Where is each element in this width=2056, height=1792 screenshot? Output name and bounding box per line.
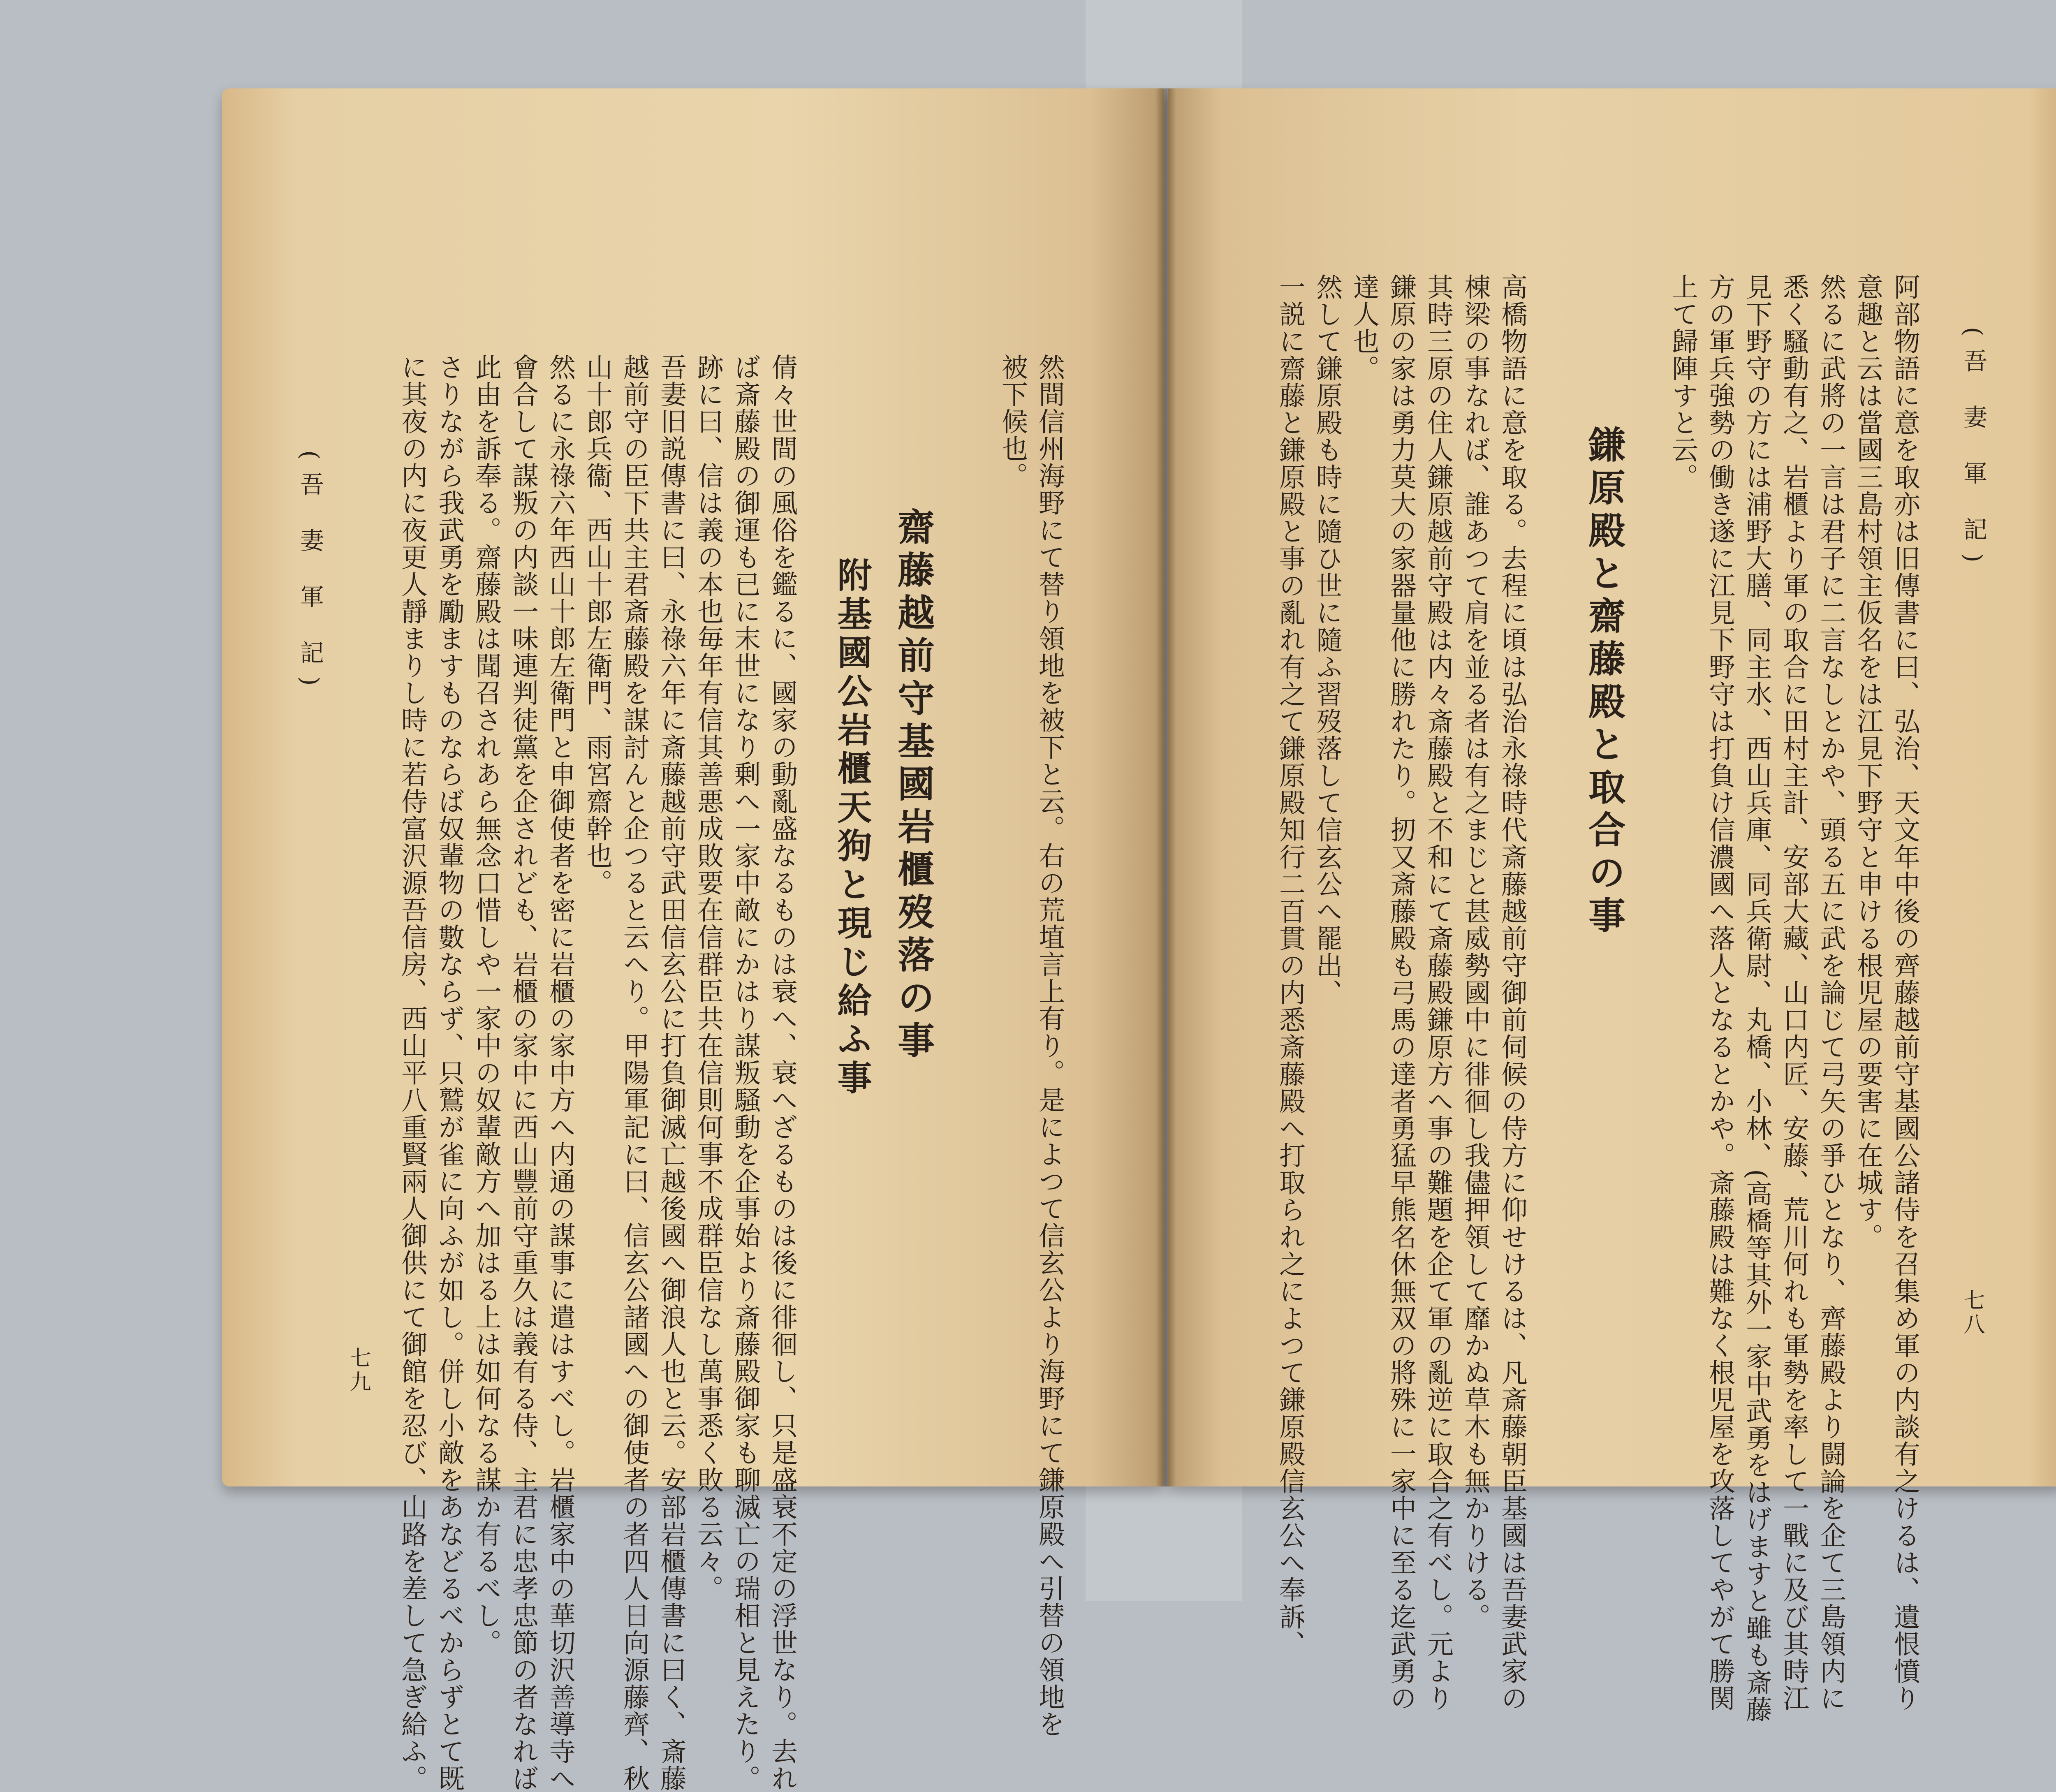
left-line-before-1: 然間信州海野にて替り領地を被下と云。右の荒埴言上有り。是によつて信玄公より海野にて鎌原殿へ引替の領地を [1034,354,1065,1738]
right-page-number: 七八 [1960,1289,1984,1337]
left-line-9: 此由を訴奉る。齋藤殿は聞召されあら無念口惜しや一家中の奴輩敵方へ加はる上は如何なる謀か有るべし。 [471,354,501,1656]
right-line-7: 一説に齋藤と鎌原殿と事の亂れ有之て鎌原殿知行二百貫の内悉斎藤殿へ打取られ之によつて鎌原殿信玄公へ奉訴、 [1275,273,1305,1658]
left-line-before-2: 被下候也。 [997,354,1028,489]
left-line-10: さりながら我武勇を勵ますものならば奴輩物の數ならず、只鷲が雀に向ふが如し。併し小敵をあなどるべからずとて既 [434,354,464,1792]
left-line-11: に其夜の内に夜更人靜まりし時に若侍富沢源吾信房、西山平八重賢兩人御供にて御館を忍び、山路を差して急ぎ給ふ。 [397,354,427,1792]
right-line-before-1: 阿部物語に意を取亦は旧傳書に曰、弘治、天文年中後の齊藤越前守基國公諸侍を召集め軍の内談有之けるは、遺恨憤り [1889,273,1920,1712]
right-running-header: (吾 妻 軍 記) [1959,327,1987,575]
left-line-3: 跡に曰、信は義の本也毎年有信其善悪成敗要在信群臣共在信則何事不成群臣信なし萬事悉く敗る云々。 [693,354,723,1602]
right-line-before-5: 見下野守の方には浦野大膳、同主水、西山兵庫、同兵衛尉、丸橋、小林、(高橋等其外一家中武勇をはげますと雖も斎藤 [1741,273,1772,1723]
left-line-2: ば斎藤殿の御運も已に末世になり剰へ一家中敵にかはり謀叛騒動を企事始より斎藤殿御家も聊滅亡の瑞相と見えたり。 [730,354,760,1792]
left-line-6: 山十郎兵衞、西山十郎左衛門、雨宮齋幹也。 [582,354,612,896]
right-line-before-2: 意趣と云は當國三島村領主仮名をは江見下野守と申ける根児屋の要害に在城す。 [1852,273,1883,1250]
left-running-header: (吾 妻 軍 記) [296,450,324,698]
left-page [222,88,1164,1792]
left-line-5: 越前守の臣下共主君斎藤殿を謀討んと企つると云へり。甲陽軍記に曰、信玄公諸國への御使者の者四人日向源藤齊、秋 [619,354,649,1792]
left-sub-heading: 附基國公岩櫃天狗と現じ給ふ事 [832,557,873,1098]
left-line-1: 倩々世間の風俗を鑑るに、國家の動亂盛なるものは衰へ、衰へざるものは後に徘徊し、只是盛衰不定の浮世なり。去れ [767,354,797,1792]
right-line-1: 高橋物語に意を取る。去程に頃は弘治永祿時代斎藤越前守御前伺候の侍方に仰せけるは、凡斎藤朝臣基國は吾妻武家の [1497,273,1527,1712]
right-line-6: 然して鎌原殿も時に隨ひ世に隨ふ習歿落して信玄公へ罷出、 [1312,273,1342,1006]
right-line-4: 鎌原の家は勇力莫大の家器量他に勝れたり。扨又斎藤殿も弓馬の達者勇猛早熊名休無双の將殊に一家中に至る迄武勇の [1386,273,1416,1712]
right-line-before-6: 方の軍兵強勢の働き遂に江見下野守は打負け信濃國へ落人となるとかや。斎藤殿は難なく根児屋を攻落してやがて勝関 [1704,273,1735,1712]
right-line-before-4: 悉く騷動有之、岩櫃より軍の取合に田村主計、安部大藏、山口内匠、安藤、荒川何れも軍勢を率して一戰に及び其時江 [1778,273,1809,1712]
right-line-3: 其時三原の住人鎌原越前守殿は内々斎藤殿と不和にて斎藤殿鎌原方へ事の難題を企て軍の亂逆に取合之有べし。元より [1423,273,1453,1712]
right-heading: 鎌原殿と齋藤殿と取合の事 [1582,426,1625,939]
left-heading: 齋藤越前守基國岩櫃歿落の事 [891,508,935,1064]
right-line-5: 達人也。 [1349,273,1379,382]
right-line-2: 棟梁の事なれば、誰あつて肩を並る者は有之まじと甚威勢國中に徘徊し我儘押領して靡かぬ草木も無かりける。 [1460,273,1490,1630]
open-book [222,88,2056,1792]
left-line-8: 會合して謀叛の内談一味連判徒黨を企されども、岩櫃の家中に西山豐前守重久は義有る侍、主君に忠孝忠節の者なれば [508,354,538,1792]
right-page [1168,88,2056,1723]
left-line-7: 然るに永祿六年西山十郎左衛門と申御使者を密に岩櫃の家中方へ内通の謀事に遣はすべし。岩櫃家中の華切沢善導寺へ [545,354,575,1792]
book-gutter [1155,88,1176,1486]
left-page-number: 七九 [346,1347,370,1394]
right-line-before-7: 上て歸陣すと云。 [1667,273,1698,491]
left-line-4: 吾妻旧説傳書に曰、永祿六年に斎藤越前守武田信玄公に打負御滅亡越後國へ御浪人也と云。安部岩櫃傳書に曰く、斎藤 [656,354,686,1792]
right-line-before-3: 然るに武將の一言は君子に二言なしとかや、頭る五に武を論じて弓矢の爭ひとなり、齊藤殿より闘論を企て三島領内に [1815,273,1846,1712]
